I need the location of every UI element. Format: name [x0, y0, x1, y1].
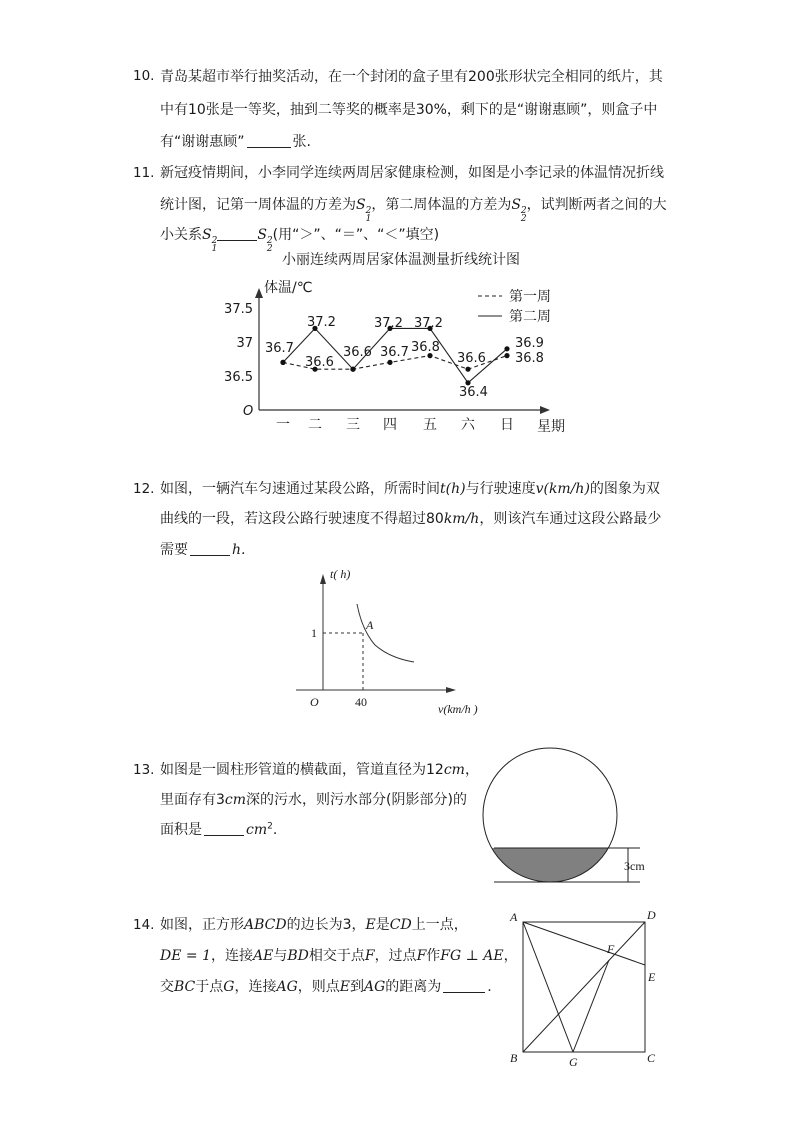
point-g: G	[223, 979, 235, 995]
q12-line-1	[160, 478, 660, 498]
y-tick-label: 37	[236, 336, 253, 351]
x-tick-label: 六	[461, 417, 475, 433]
data-point	[280, 360, 285, 365]
subscript: 1	[365, 214, 372, 224]
data-label-week-1: 36.7	[265, 341, 294, 356]
q10-text: 张.	[292, 134, 311, 150]
q12-text: 曲线的一段，若这段公路行驶速度不得超过80	[160, 511, 444, 527]
hour-unit: h.	[232, 542, 246, 558]
segment-cd: CD	[389, 917, 412, 933]
superscript: 2	[266, 236, 273, 246]
data-point	[350, 367, 355, 372]
square-geometry-figure	[505, 905, 665, 1070]
question-number: 11.	[133, 165, 155, 181]
q11-text: 统计图，记第一周体温的方差为	[160, 197, 356, 213]
pipe-cross-section-figure	[480, 745, 670, 890]
data-point	[387, 360, 392, 365]
q11-text: 小关系	[160, 227, 202, 243]
y-tick-label: 37.5	[224, 302, 253, 317]
superscript: 2	[520, 206, 527, 216]
perpendicular-expression: FG ⊥ AE	[440, 948, 504, 964]
x-axis-label: v(km/h )	[438, 702, 478, 716]
data-label-week-1: 36.6	[457, 351, 486, 366]
label-g: G	[569, 1055, 578, 1069]
q14-text: 如图，正方形	[160, 917, 244, 933]
q14-text: ，连接	[234, 979, 277, 995]
q12-text: 如图，一辆汽车匀速通过某段公路，所需时间	[160, 481, 440, 497]
q14-text: .	[487, 979, 492, 995]
q14-text: ，连接	[210, 948, 253, 964]
point-e: E	[365, 917, 376, 933]
x-tick-40: 40	[355, 695, 367, 709]
x-axis-arrow	[540, 406, 550, 414]
q13-text: 深的污水，则污水部分(阴影部分)的	[246, 792, 467, 808]
square-name: ABCD	[244, 917, 287, 933]
subscript: 2	[266, 244, 273, 254]
answer-blank	[190, 541, 230, 556]
data-label-week-2: 37.2	[307, 315, 336, 330]
q14-text: 交	[160, 979, 174, 995]
q14-text: 于点	[195, 979, 224, 995]
q11-line-1: 新冠疫情期间，小李同学连续两周居家健康检测，如图是小李记录的体温情况折线	[160, 165, 664, 181]
superscript: 2	[211, 236, 218, 246]
q12-line-3	[160, 539, 245, 559]
subscript: 1	[211, 244, 218, 254]
question-number: 10.	[133, 68, 155, 84]
x-tick-label: 一	[276, 417, 290, 433]
subscript: 2	[520, 214, 527, 224]
hyperbola-graph	[290, 560, 510, 720]
y-axis-label: t( h)	[330, 567, 351, 581]
unit-cm: cm	[246, 822, 268, 838]
segment-fg	[573, 960, 609, 1052]
segment-ae: AE	[252, 948, 274, 964]
question-number: 13.	[133, 762, 155, 778]
superscript: 2	[365, 206, 372, 216]
q12-text: ，则该汽车通过这段公路最少	[479, 511, 662, 527]
q10-text: 有“谢谢惠顾”	[160, 134, 245, 150]
q13-text: .	[272, 822, 278, 838]
data-label-week-1: 36.8	[515, 351, 544, 366]
q14-text: ，过点	[374, 948, 417, 964]
q11-text: ，第二周体温的方差为	[371, 197, 512, 213]
speed-unit: km/h	[443, 511, 480, 527]
q14-line-3	[160, 976, 492, 996]
q12-line-2	[160, 508, 661, 528]
q13-line-3	[160, 819, 277, 839]
q14-text: ，则点	[297, 979, 340, 995]
data-label-week-1: 36.7	[380, 345, 409, 360]
data-label-week-2: 37.2	[374, 316, 403, 331]
y-axis-arrow	[320, 574, 326, 584]
question-number: 14.	[133, 917, 155, 933]
q13-line-2	[160, 789, 467, 809]
q13-line-1	[160, 759, 479, 779]
unit-cm: cm	[443, 762, 465, 778]
q14-text: 是	[375, 917, 390, 933]
segment-bc: BC	[174, 979, 196, 995]
segment-ag: AG	[276, 979, 298, 995]
question-number: 12.	[133, 481, 155, 497]
point-a-label: A	[366, 618, 374, 632]
y-axis-arrow	[255, 288, 263, 298]
speed-expression: v(km/h)	[535, 481, 590, 497]
time-expression: t(h)	[440, 481, 466, 497]
answer-blank	[204, 821, 244, 836]
q10-line-2: 中有10张是一等奖，抽到二等奖的概率是30%，剩下的是“谢谢惠顾”，则盒子中	[160, 102, 658, 118]
q13-text: 如图是一圆柱形管道的横截面，管道直径为12	[160, 762, 444, 778]
hyperbola-curve	[357, 604, 414, 662]
data-label-week-2: 36.9	[515, 336, 544, 351]
q12-text: 的图象为双	[589, 481, 660, 497]
q14-text: 作	[426, 948, 441, 964]
q14-text: 与	[273, 948, 288, 964]
q11-text: ，试判断两者之间的大	[526, 197, 667, 213]
q14-text: 的距离为	[385, 979, 442, 995]
data-label-week-2: 36.4	[459, 385, 488, 400]
data-label-week-2: 37.2	[414, 316, 443, 331]
x-tick-label: 三	[346, 417, 360, 433]
point-f: F	[416, 948, 427, 964]
q12-text: 与行驶速度	[465, 481, 536, 497]
label-e: E	[648, 970, 656, 984]
label-f: F	[607, 942, 615, 956]
depth-label: 3cm	[624, 859, 645, 873]
symbol-s: S	[511, 197, 521, 213]
q14-text: 上一点，	[411, 917, 468, 933]
y-axis-label: 体温/℃	[264, 280, 313, 296]
chart-title: 小丽连续两周居家体温测量折线统计图	[282, 252, 520, 268]
x-tick-label: 二	[308, 417, 322, 433]
point-e: E	[339, 979, 350, 995]
q13-text: ，	[464, 762, 479, 778]
x-tick-label: 日	[500, 417, 514, 433]
x-tick-label: 五	[423, 417, 437, 433]
label-b: B	[510, 1051, 518, 1065]
symbol-s: S	[202, 227, 212, 243]
q14-text: ，	[503, 948, 518, 964]
q13-text: 面积是	[160, 822, 202, 838]
unit-cm: cm	[224, 792, 247, 808]
x-axis-label: 星期	[537, 419, 565, 435]
data-point	[504, 346, 509, 351]
diagonal-bd	[523, 922, 645, 1052]
origin-label: O	[310, 695, 319, 709]
point-f: F	[364, 948, 375, 964]
legend-label: 第二周	[509, 309, 551, 325]
segment-ag	[523, 922, 573, 1052]
q10-line-1: 青岛某超市举行抽奖活动，在一个封闭的盒子里有200张形状完全相同的纸片，其	[160, 69, 663, 85]
q14-text: 相交于点	[308, 948, 365, 964]
origin-label: O	[243, 404, 254, 419]
data-label-week-1: 36.6	[305, 355, 334, 370]
q14-text: 到	[349, 979, 364, 995]
data-label-week-1: 36.6	[343, 345, 372, 360]
symbol-s: S	[356, 197, 366, 213]
answer-blank	[443, 978, 485, 993]
label-d: D	[647, 908, 656, 922]
x-tick-label: 四	[383, 417, 397, 433]
q14-text: 的边长为3，	[286, 917, 366, 933]
segment-bd: BD	[287, 948, 309, 964]
data-point	[465, 367, 470, 372]
segment-ag: AG	[363, 979, 386, 995]
q11-text: (用“＞”、“＝”、“＜”填空)	[272, 227, 440, 243]
superscript: 2	[267, 821, 273, 832]
q14-line-1	[160, 914, 468, 934]
x-axis-arrow	[446, 687, 456, 693]
data-point	[504, 353, 509, 358]
q12-text: 需要	[160, 542, 188, 558]
segment-ae	[523, 922, 645, 965]
data-label-week-1: 36.8	[411, 340, 440, 355]
symbol-s: S	[257, 227, 267, 243]
q14-line-2	[160, 945, 518, 965]
y-tick-1: 1	[311, 626, 317, 640]
label-c: C	[647, 1051, 656, 1065]
label-a: A	[510, 910, 518, 924]
legend-label: 第一周	[509, 289, 551, 305]
de-equation: DE = 1	[160, 948, 211, 964]
q13-text: 里面存有3	[160, 792, 225, 808]
y-tick-label: 36.5	[224, 370, 253, 385]
